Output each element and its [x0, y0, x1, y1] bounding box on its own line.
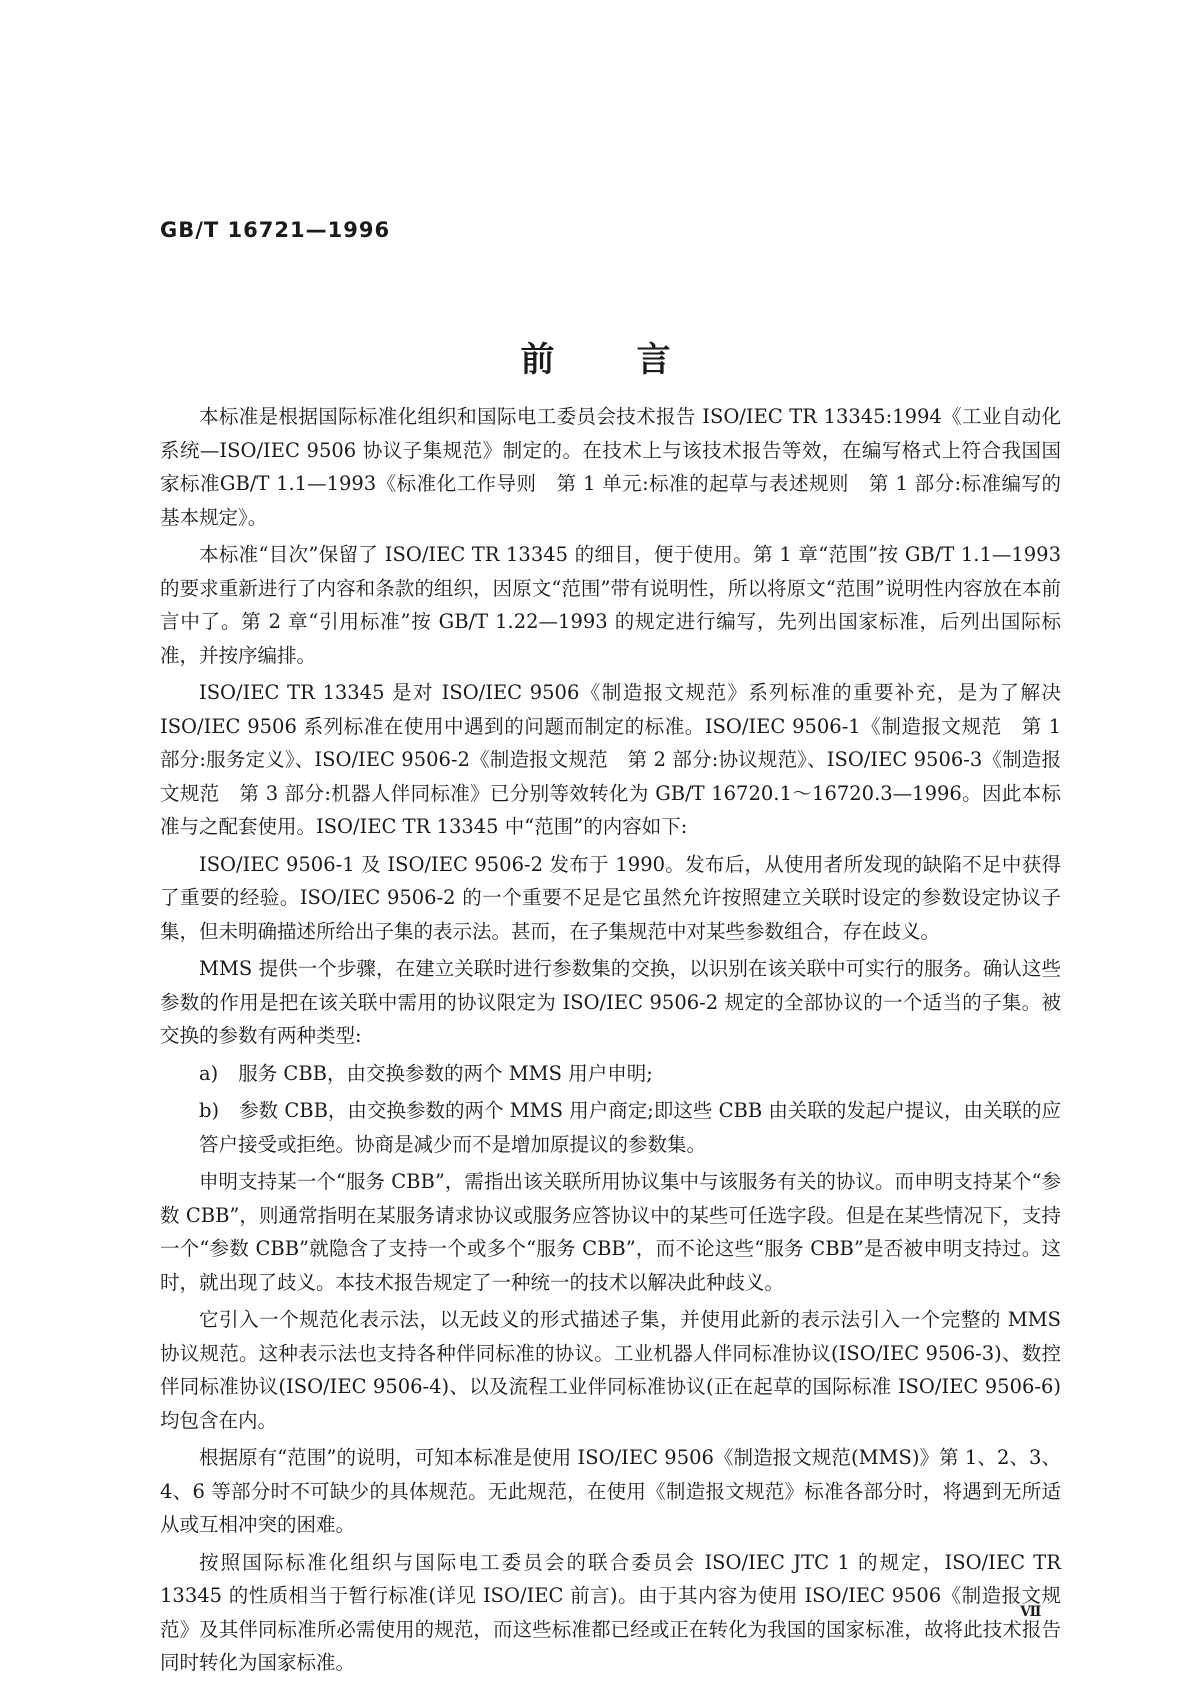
list-item-marker: b)	[199, 1099, 220, 1122]
paragraph: 申明支持某一个“服务 CBB”，需指出该关联所用协议集中与该服务有关的协议。而申明支持某个“参数 CBB”，则通常指明在某服务请求协议或服务应答协议中的某些可任选字段。但是在某些情况下，支持一个“参数 CBB”就隐含了支持一个或多个“服务 CBB”，而不论这些“服务 CBB”是否被申明支持过。这时，就出现了歧义。本技术报告规定了一种统一的技术以解决此种歧义。	[160, 1170, 1061, 1294]
paragraph: ISO/IEC TR 13345 是对 ISO/IEC 9506《制造报文规范》系列标准的重要补充，是为了解决 ISO/IEC 9506 系列标准在使用中遇到的问题而制定的标准。ISO/IEC 9506-1《制造报文规范 第 1 部分:服务定义》、ISO/IEC 9506-2《制造报文规范 第 2 部分:协议规范》、ISO/IEC 9506-3《制造报文规范 第 3 部分:机器人伴同标准》已分别等效转化为 GB/T 16720.1～16720.3—1996。因此本标准与之配套使用。ISO/IEC TR 13345 中“范围”的内容如下:	[160, 681, 1061, 838]
paragraph: ISO/IEC 9506-1 及 ISO/IEC 9506-2 发布于 1990。发布后，从使用者所发现的缺陷不足中获得了重要的经验。ISO/IEC 9506-2 的一个重要不足是它虽然允许按照建立关联时设定的参数设定协议子集，但未明确描述所给出子集的表示法。甚而，在子集规范中对某些参数组合，存在歧义。	[160, 852, 1061, 943]
list-item-text: 参数 CBB，由交换参数的两个 MMS 用户商定;即这些 CBB 由关联的发起户提议，由关联的应答户接受或拒绝。协商是减少而不是增加原提议的参数集。	[199, 1099, 1061, 1156]
list-item-marker: a)	[199, 1061, 219, 1085]
paragraph: 本标准是根据国际标准化组织和国际电工委员会技术报告 ISO/IEC TR 13345:1994《工业自动化系统—ISO/IEC 9506 协议子集规范》制定的。在技术上与该技术报告等效，在编写格式上符合我国国家标准GB/T 1.1—1993《标准化工作导则 第 1 单元:标准的起草与表述规则 第 1 部分:标准编写的基本规定》。	[160, 405, 1061, 529]
document-body	[160, 400, 1061, 1684]
paragraph: 根据原有“范围”的说明，可知本标准是使用 ISO/IEC 9506《制造报文规范(MMS)》第 1、2、3、4、6 等部分时不可缺少的具体规范。无此规范，在使用《制造报文规范》标准各部分时，将遇到无所适从或互相冲突的困难。	[160, 1446, 1061, 1536]
paragraph: 它引入一个规范化表示法，以无歧义的形式描述子集，并使用此新的表示法引入一个完整的 MMS 协议规范。这种表示法也支持各种伴同标准的协议。工业机器人伴同标准协议(ISO/IEC 9506-3)、数控伴同标准协议(ISO/IEC 9506-4)、以及流程工业伴同标准协议(正在起草的国际标准 ISO/IEC 9506-6)均包含在内。	[160, 1308, 1061, 1432]
paragraph: 按照国际标准化组织与国际电工委员会的联合委员会 ISO/IEC JTC 1 的规定，ISO/IEC TR 13345 的性质相当于暂行标准(详见 ISO/IEC 前言)。由于其内容为使用 ISO/IEC 9506《制造报文规范》及其伴同标准所必需使用的规范，而这些标准都已经或正在转化为我国的国家标准，故将此技术报告同时转化为国家标准。	[160, 1550, 1061, 1674]
page-number: Ⅶ	[1020, 1604, 1042, 1620]
list-item	[160, 1057, 1061, 1091]
standard-number: GB/T 16721—1996	[160, 218, 391, 242]
list-item	[160, 1094, 1061, 1161]
page-title: 前言	[520, 340, 753, 380]
list-item-text: 服务 CBB，由交换参数的两个 MMS 用户申明;	[238, 1061, 653, 1085]
paragraph: 本标准“目次”保留了 ISO/IEC TR 13345 的细目，便于使用。第 1 章“范围”按 GB/T 1.1—1993 的要求重新进行了内容和条款的组织，因原文“范围”带有说明性，所以将原文“范围”说明性内容放在本前言中了。第 2 章“引用标准”按 GB/T 1.22—1993 的规定进行编写，先列出国家标准，后列出国际标准，并按序编排。	[160, 543, 1061, 667]
paragraph: MMS 提供一个步骤，在建立关联时进行参数集的交换，以识别在该关联中可实行的服务。确认这些参数的作用是把在该关联中需用的协议限定为 ISO/IEC 9506-2 规定的全部协议的一个适当的子集。被交换的参数有两种类型:	[160, 957, 1061, 1047]
